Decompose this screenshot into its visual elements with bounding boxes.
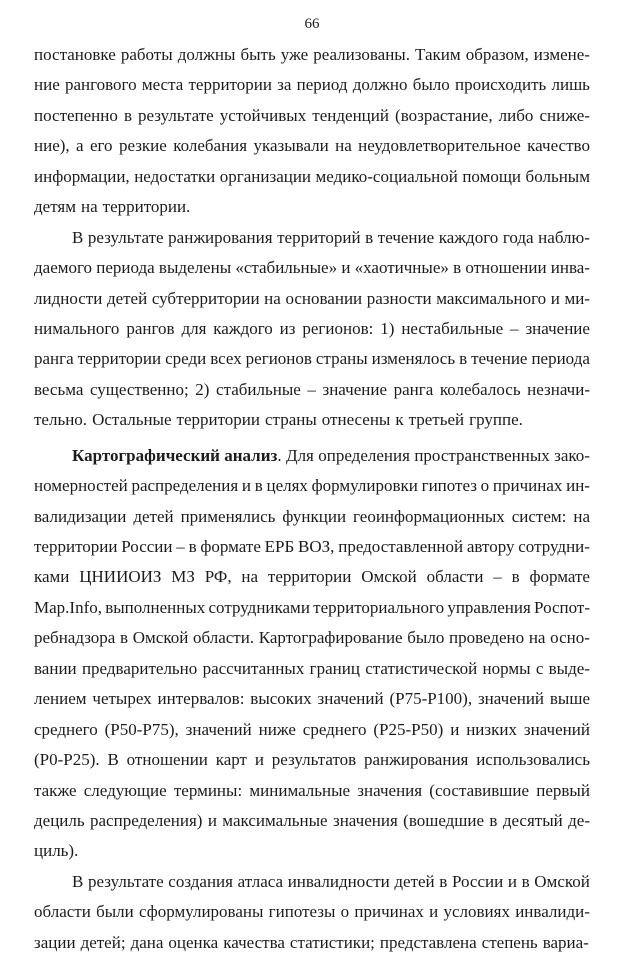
text-line: лидности детей субтерритории на основании разности максимального и ми- [34, 288, 590, 308]
text-line: ние), а его резкие колебания указывали на неудовлетворительное качество [34, 136, 590, 156]
text-line: нимального рангов для каждого из регионов: 1) нестабильные – значение [34, 318, 590, 338]
text-line: весьма существенно; 2) стабильные – значение ранга колебалось незначи- [34, 379, 590, 399]
section-heading: Картографический анализ. [72, 445, 282, 465]
paragraph [34, 867, 590, 962]
text-line: даемого периода выделены «стабильные» и «хаотичные» в отношении инва- [34, 258, 590, 278]
paragraph [34, 223, 590, 441]
text-line: постановке работы должны быть уже реализованы. Таким образом, измене- [34, 45, 590, 64]
text-line: циль). [34, 841, 79, 861]
text-line: номерностей распределения и в целях формулировки гипотез о причинах ин- [34, 476, 590, 496]
text-line: Картографический анализ. Для определения пространственных зако- [34, 441, 590, 471]
text-line: В результате создания атласа инвалидности детей в России и в Омской [72, 871, 590, 891]
text-line: лением четырех интервалов: высоких значений (P75-P100), значений выше [34, 689, 590, 709]
body-text [34, 40, 590, 962]
text-line: ками ЦНИИОИЗ МЗ РФ, на территории Омской области – в формате [34, 567, 590, 587]
text-line: (P0-P25). В отношении карт и результатов ранжирования использовались [34, 750, 590, 770]
text-line: Map.Info, выполненных сотрудниками территориального управления Роспот- [34, 597, 590, 617]
text-line: ние рангового места территории за период должно было происходить лишь [34, 75, 590, 95]
text-line: также следующие термины: минимальные значения (составившие первый [34, 780, 590, 800]
page-number: 66 [304, 16, 320, 32]
text-line: среднего (P50-P75), значений ниже среднего (P25-P50) и низких значений [34, 719, 590, 739]
text-line: постепенно в результате устойчивых тенденций (возрастание, либо сниже- [34, 105, 590, 125]
text-line: ребнадзора в Омской области. Картографирование было проведено на осно- [34, 628, 590, 648]
paragraph [34, 441, 590, 867]
text-line: зации детей; дана оценка качества статистики; представлена степень вариа- [34, 932, 589, 952]
paragraph [34, 40, 590, 223]
text-line: вании предварительно рассчитанных границ статистической нормы с выде- [34, 658, 590, 678]
text-line: тельно. Остальные территории страны отнесены к третьей группе. [34, 410, 523, 430]
text-line: области были сформулированы гипотезы о причинах и условиях инвалиди- [34, 902, 590, 922]
text-line: ранга территории среди всех регионов страны изменялось в течение периода [34, 349, 590, 369]
text-line: информации, недостатки организации медико-социальной помощи больным [34, 166, 590, 186]
text-line: валидизации детей применялись функции геоинформационных систем: на [34, 506, 590, 526]
text-line: В результате ранжирования территорий в течение каждого года наблю- [72, 227, 590, 247]
text-line: территории России – в формате ЕРБ ВОЗ, предоставленной автору сотрудни- [34, 537, 590, 556]
text-line: детям на территории. [34, 197, 191, 217]
text-line: дециль распределения) и максимальные значения (вошедшие в десятый де- [34, 810, 590, 830]
